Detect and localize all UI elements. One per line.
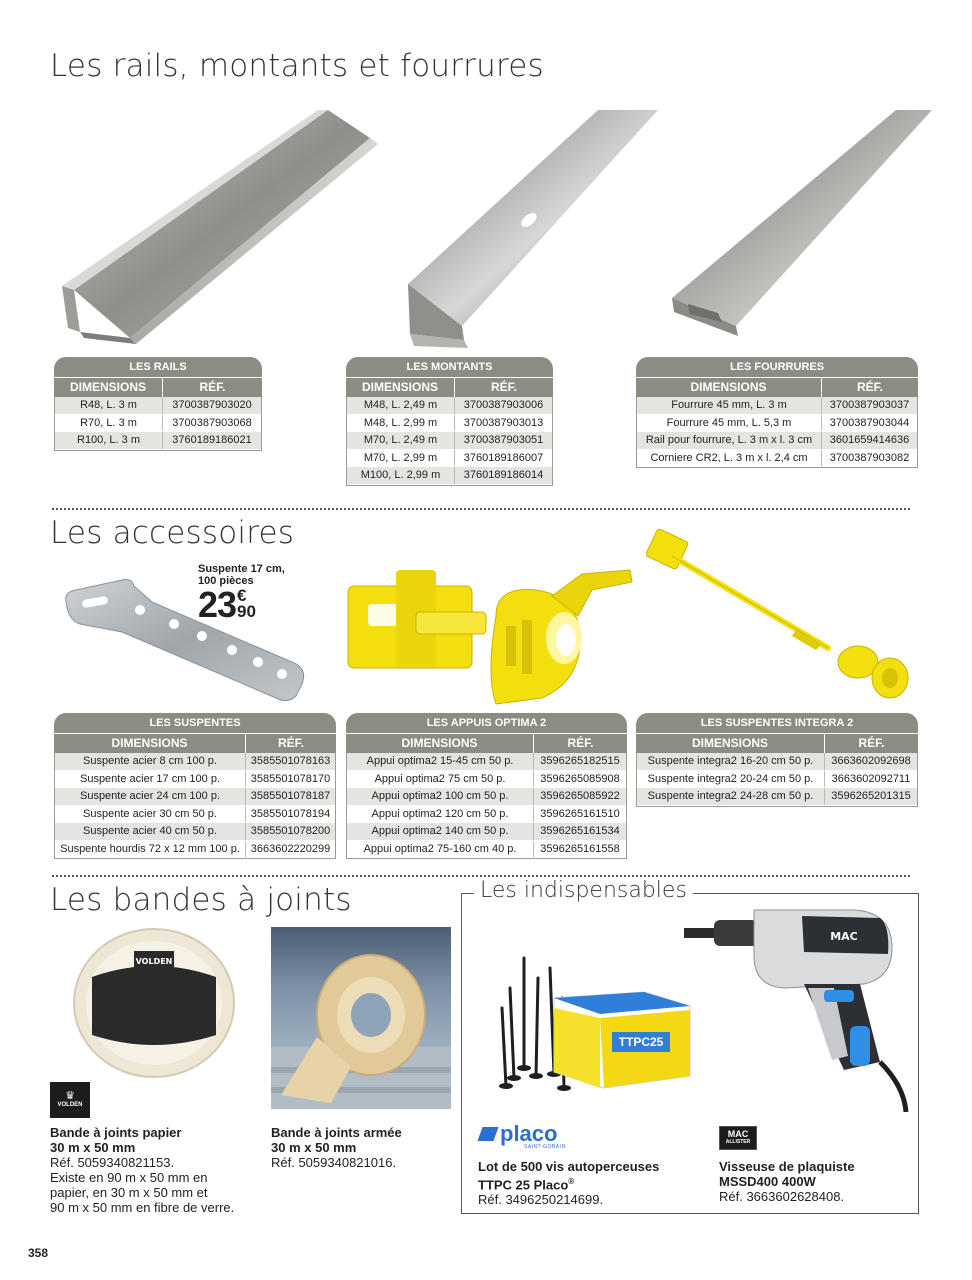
table-row: M48, L. 2,49 m 3700387903006 — [347, 397, 552, 415]
col-header-ref: RÉF. — [245, 734, 336, 753]
montant-image — [402, 108, 660, 348]
table-row: Appui optima2 75 cm 50 p. 3596265085908 — [347, 771, 626, 789]
col-header-dimensions: DIMENSIONS — [401, 736, 478, 750]
section-title-tapes: Les bandes à joints — [50, 882, 352, 918]
caption-drill: Visseuse de plaquiste MSSD400 400W Réf. 3663602628408. — [719, 1159, 855, 1204]
integra-image — [646, 528, 918, 708]
table-row: Appui optima2 75-160 cm 40 p. 3596265161558 — [347, 841, 626, 859]
divider — [52, 508, 910, 510]
price-cents: 90 — [237, 602, 256, 621]
fourrure-image — [668, 108, 936, 348]
table-row: Suspente integra2 20-24 cm 50 p. 3663602092711 — [637, 771, 917, 789]
price-tag — [198, 563, 285, 625]
table-row: M70, L. 2,99 m 3760189186007 — [347, 450, 552, 468]
price-label-line1: Suspente 17 cm, — [198, 563, 285, 575]
table-row: Appui optima2 15-45 cm 50 p. 3596265182515 — [347, 753, 626, 771]
section-title-rails: Les rails, montants et fourrures — [50, 48, 544, 84]
table-row: Rail pour fourrure, L. 3 m x l. 3 cm 3601659414636 — [637, 432, 917, 450]
placo-logo: placo SAINT-GOBAIN — [480, 1124, 566, 1150]
table-integra — [636, 713, 918, 807]
table-row: Fourrure 45 mm, L. 3 m 3700387903037 — [637, 397, 917, 415]
table-row: M48, L. 2,99 m 3700387903013 — [347, 415, 552, 433]
tape-brand-label: VOLDEN — [135, 957, 173, 966]
rail-image — [60, 108, 380, 348]
table-row: R100, L. 3 m 3760189186021 — [55, 432, 261, 450]
col-header-ref: RÉF. — [454, 378, 553, 397]
divider — [52, 875, 910, 877]
table-row: Suspente acier 17 cm 100 p. 3585501078170 — [55, 771, 335, 789]
table-row: Suspente hourdis 72 x 12 mm 100 p. 3663602220299 — [55, 841, 335, 859]
table-caption: LES FOURRURES — [636, 357, 918, 377]
table-caption: LES SUSPENTES — [54, 713, 336, 733]
table-row: Appui optima2 140 cm 50 p. 3596265161534 — [347, 823, 626, 841]
page-number: 358 — [28, 1246, 49, 1260]
section-title-indispensables: Les indispensables — [474, 878, 693, 903]
caption-screws: Lot de 500 vis autoperceuses TTPC 25 Placo® Réf. 3496250214699. — [478, 1159, 660, 1208]
placo-mark-icon — [477, 1127, 498, 1141]
table-row: Suspente acier 30 cm 50 p. 3585501078194 — [55, 806, 335, 824]
col-header-dimensions: DIMENSIONS — [361, 380, 438, 394]
volden-logo: ♛ VOLDEN — [50, 1082, 90, 1118]
table-row: Suspente acier 8 cm 100 p. 3585501078163 — [55, 753, 335, 771]
col-header-ref: RÉF. — [533, 734, 627, 753]
table-row: Suspente acier 24 cm 100 p. 3585501078187 — [55, 788, 335, 806]
table-row: Corniere CR2, L. 3 m x l. 2,4 cm 3700387903082 — [637, 450, 917, 468]
col-header-ref: RÉF. — [821, 378, 918, 397]
caption-paper-tape: Bande à joints papier 30 m x 50 mm Réf. 5059340821153. Existe en 90 m x 50 mm en papier, en 30 m x 50 mm et 90 m x 50 mm en fibre de verre. — [50, 1125, 235, 1215]
table-montants — [346, 357, 553, 486]
drill-image — [684, 906, 916, 1112]
price-label-line2: 100 pièces — [198, 575, 254, 587]
col-header-ref: RÉF. — [162, 378, 262, 397]
appui-optima-image — [346, 556, 636, 708]
price-euros: 23 — [198, 584, 237, 625]
armee-tape-image — [271, 927, 451, 1109]
table-row: Fourrure 45 mm, L. 5,3 m 3700387903044 — [637, 415, 917, 433]
table-row: R48, L. 3 m 3700387903020 — [55, 397, 261, 415]
paper-tape-image — [72, 925, 236, 1080]
col-header-dimensions: DIMENSIONS — [690, 380, 767, 394]
table-row: Suspente integra2 16-20 cm 50 p. 3663602092698 — [637, 753, 917, 771]
price-currency: € — [237, 586, 247, 605]
col-header-dimensions: DIMENSIONS — [69, 380, 146, 394]
section-title-accessories: Les accessoires — [50, 515, 295, 551]
table-fourrures — [636, 357, 918, 468]
table-suspentes — [54, 713, 336, 859]
screw-box-label: TTPC25 — [618, 1035, 664, 1049]
table-rails — [54, 357, 262, 451]
table-caption: LES SUSPENTES INTEGRA 2 — [636, 713, 918, 733]
crown-icon: ♛ — [65, 1090, 75, 1102]
col-header-dimensions: DIMENSIONS — [111, 736, 188, 750]
table-row: Appui optima2 120 cm 50 p. 3596265161510 — [347, 806, 626, 824]
table-caption: LES APPUIS OPTIMA 2 — [346, 713, 627, 733]
table-appuis — [346, 713, 627, 859]
table-row: M70, L. 2,49 m 3700387903051 — [347, 432, 552, 450]
mac-allister-logo: MAC ALLISTER — [719, 1126, 757, 1150]
screws-image — [494, 948, 694, 1098]
table-row: Suspente integra2 24-28 cm 50 p. 3596265201315 — [637, 788, 917, 806]
table-row: Suspente acier 40 cm 50 p. 3585501078200 — [55, 823, 335, 841]
drill-brand-label: MAC — [830, 930, 858, 943]
table-row: R70, L. 3 m 3700387903068 — [55, 415, 261, 433]
table-caption: LES MONTANTS — [346, 357, 553, 377]
table-caption: LES RAILS — [54, 357, 262, 377]
caption-armee-tape: Bande à joints armée 30 m x 50 mm Réf. 5059340821016. — [271, 1125, 402, 1170]
col-header-dimensions: DIMENSIONS — [691, 736, 768, 750]
table-row: Appui optima2 100 cm 50 p. 3596265085922 — [347, 788, 626, 806]
table-row: M100, L. 2,99 m 3760189186014 — [347, 467, 552, 485]
col-header-ref: RÉF. — [824, 734, 918, 753]
